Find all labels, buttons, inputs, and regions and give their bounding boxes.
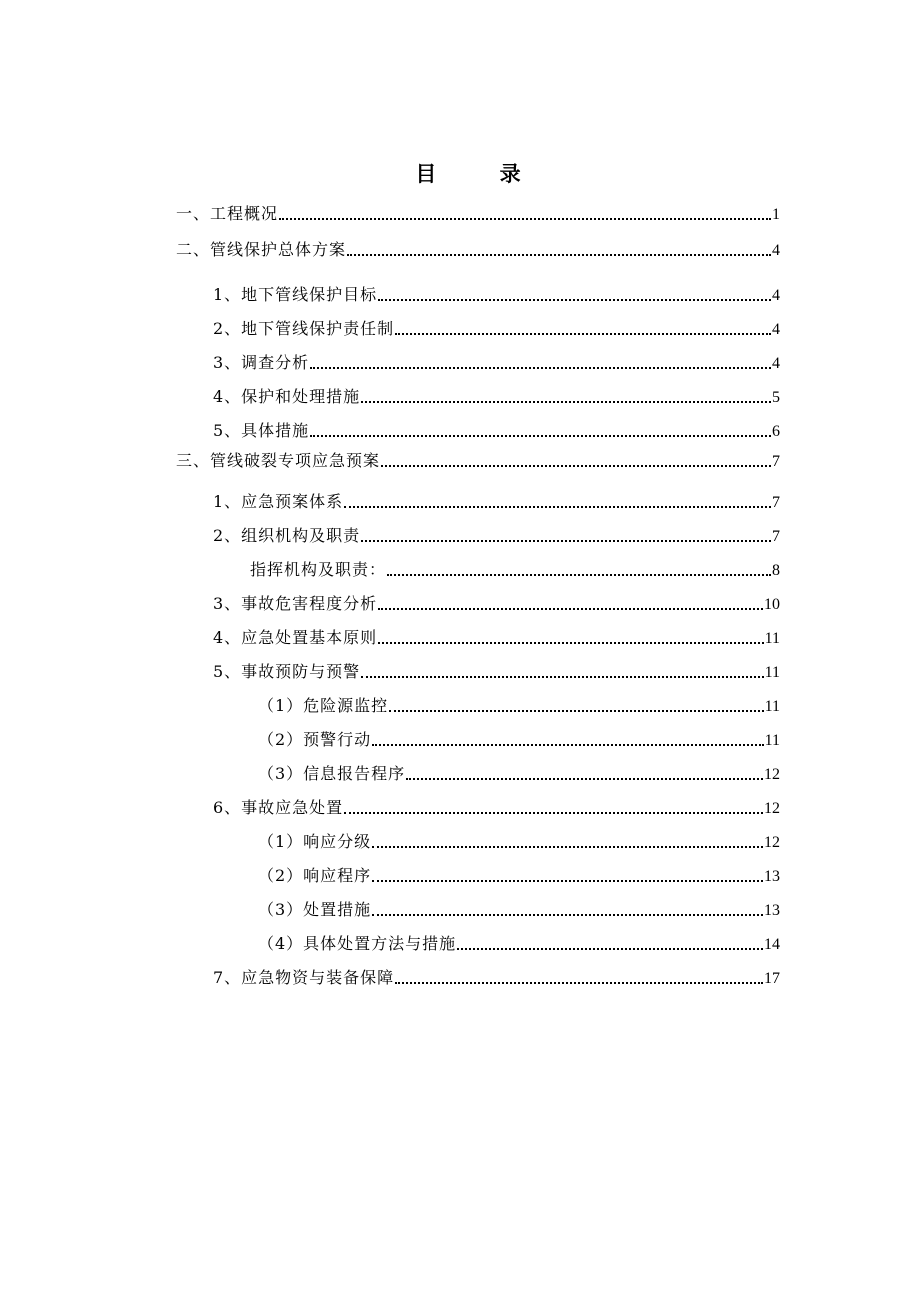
- toc-entry[interactable]: [213, 627, 780, 649]
- toc-page-number: 12: [764, 800, 780, 817]
- toc-dot-leader: [372, 914, 763, 916]
- toc-entry-title: 4、保护和处理措施: [213, 387, 361, 406]
- toc-page-number: 13: [764, 902, 780, 919]
- toc-page-number: 12: [764, 766, 780, 783]
- toc-page-number: 11: [764, 732, 780, 749]
- toc-entry[interactable]: [258, 763, 780, 785]
- toc-title: 目 录: [415, 161, 549, 186]
- toc-dot-leader: [310, 367, 771, 369]
- toc-entry[interactable]: [213, 352, 780, 374]
- toc-dot-leader: [372, 744, 763, 746]
- toc-entry[interactable]: [213, 284, 780, 306]
- toc-dot-leader: [361, 401, 771, 403]
- toc-entry[interactable]: [258, 899, 780, 921]
- toc-entry[interactable]: [258, 865, 780, 887]
- toc-dot-leader: [344, 812, 763, 814]
- toc-page-number: 11: [764, 630, 780, 647]
- toc-dot-leader: [395, 982, 763, 984]
- toc-entry-title: （2）预警行动: [258, 730, 372, 749]
- toc-entry-title: 2、地下管线保护责任制: [213, 319, 395, 338]
- toc-entry[interactable]: [176, 203, 780, 225]
- toc-page-number: 14: [764, 936, 780, 953]
- toc-entry[interactable]: [258, 831, 780, 853]
- toc-entry[interactable]: [213, 967, 780, 989]
- toc-entry-title: （2）响应程序: [258, 866, 372, 885]
- toc-entry-title: 5、具体措施: [213, 421, 310, 440]
- toc-entry-title: 二、管线保护总体方案: [176, 240, 347, 259]
- toc-entry-title: 一、工程概况: [176, 204, 279, 223]
- toc-page-number: 4: [772, 355, 780, 372]
- toc-entry[interactable]: [250, 559, 780, 581]
- toc-entry-title: 4、应急处置基本原则: [213, 628, 378, 647]
- toc-page-number: 7: [772, 494, 780, 511]
- toc-page-number: 11: [764, 698, 780, 715]
- toc-dot-leader: [344, 506, 771, 508]
- toc-page-number: 4: [772, 242, 780, 259]
- toc-entry-title: 1、地下管线保护目标: [213, 285, 378, 304]
- toc-entry-title: 指挥机构及职责：: [250, 560, 387, 579]
- toc-page-number: 5: [772, 389, 780, 406]
- toc-entry-title: 6、事故应急处置: [213, 798, 344, 817]
- toc-page-number: 1: [772, 206, 780, 223]
- toc-entry[interactable]: [258, 695, 780, 717]
- toc-dot-leader: [279, 218, 771, 220]
- toc-entry-title: （4）具体处置方法与措施: [258, 934, 457, 953]
- toc-entry-title: （3）信息报告程序: [258, 764, 406, 783]
- toc-dot-leader: [378, 299, 771, 301]
- toc-entry[interactable]: [213, 593, 780, 615]
- toc-entry-title: （1）危险源监控: [258, 696, 389, 715]
- toc-entry-title: 三、管线破裂专项应急预案: [176, 451, 381, 470]
- toc-entry[interactable]: [258, 933, 780, 955]
- toc-page-number: 4: [772, 287, 780, 304]
- toc-dot-leader: [381, 465, 771, 467]
- toc-entry[interactable]: [213, 661, 780, 683]
- toc-dot-leader: [347, 254, 771, 256]
- toc-page-number: 12: [764, 834, 780, 851]
- toc-page-number: 7: [772, 528, 780, 545]
- toc-dot-leader: [457, 948, 763, 950]
- toc-dot-leader: [310, 435, 771, 437]
- toc-dot-leader: [387, 574, 771, 576]
- toc-entry[interactable]: [213, 525, 780, 547]
- toc-entry-title: （1）响应分级: [258, 832, 372, 851]
- toc-page-number: 7: [772, 453, 780, 470]
- toc-page-number: 13: [764, 868, 780, 885]
- toc-entry[interactable]: [213, 318, 780, 340]
- toc-entry-title: 3、事故危害程度分析: [213, 594, 378, 613]
- toc-page-number: 4: [772, 321, 780, 338]
- toc-entry[interactable]: [258, 729, 780, 751]
- toc-entry[interactable]: [213, 420, 780, 442]
- toc-entry[interactable]: [176, 450, 780, 472]
- toc-dot-leader: [406, 778, 763, 780]
- toc-entry-title: 2、组织机构及职责: [213, 526, 361, 545]
- toc-page-number: 8: [772, 562, 780, 579]
- toc-dot-leader: [378, 642, 763, 644]
- toc-page-number: 10: [764, 596, 780, 613]
- toc-dot-leader: [372, 846, 763, 848]
- toc-entry-title: 5、事故预防与预警: [213, 662, 361, 681]
- toc-entry-title: 7、应急物资与装备保障: [213, 968, 395, 987]
- toc-dot-leader: [361, 676, 763, 678]
- toc-dot-leader: [378, 608, 763, 610]
- toc-page-number: 11: [764, 664, 780, 681]
- toc-entry-title: 1、应急预案体系: [213, 492, 344, 511]
- toc-entry-title: （3）处置措施: [258, 900, 372, 919]
- toc-dot-leader: [389, 710, 763, 712]
- toc-dot-leader: [395, 333, 771, 335]
- toc-entry[interactable]: [176, 239, 780, 261]
- toc-page-number: 6: [772, 423, 780, 440]
- toc-dot-leader: [372, 880, 763, 882]
- toc-dot-leader: [361, 540, 771, 542]
- toc-page-number: 17: [764, 970, 780, 987]
- toc-entry[interactable]: [213, 491, 780, 513]
- toc-entry[interactable]: [213, 797, 780, 819]
- toc-entry[interactable]: [213, 386, 780, 408]
- toc-entry-title: 3、调查分析: [213, 353, 310, 372]
